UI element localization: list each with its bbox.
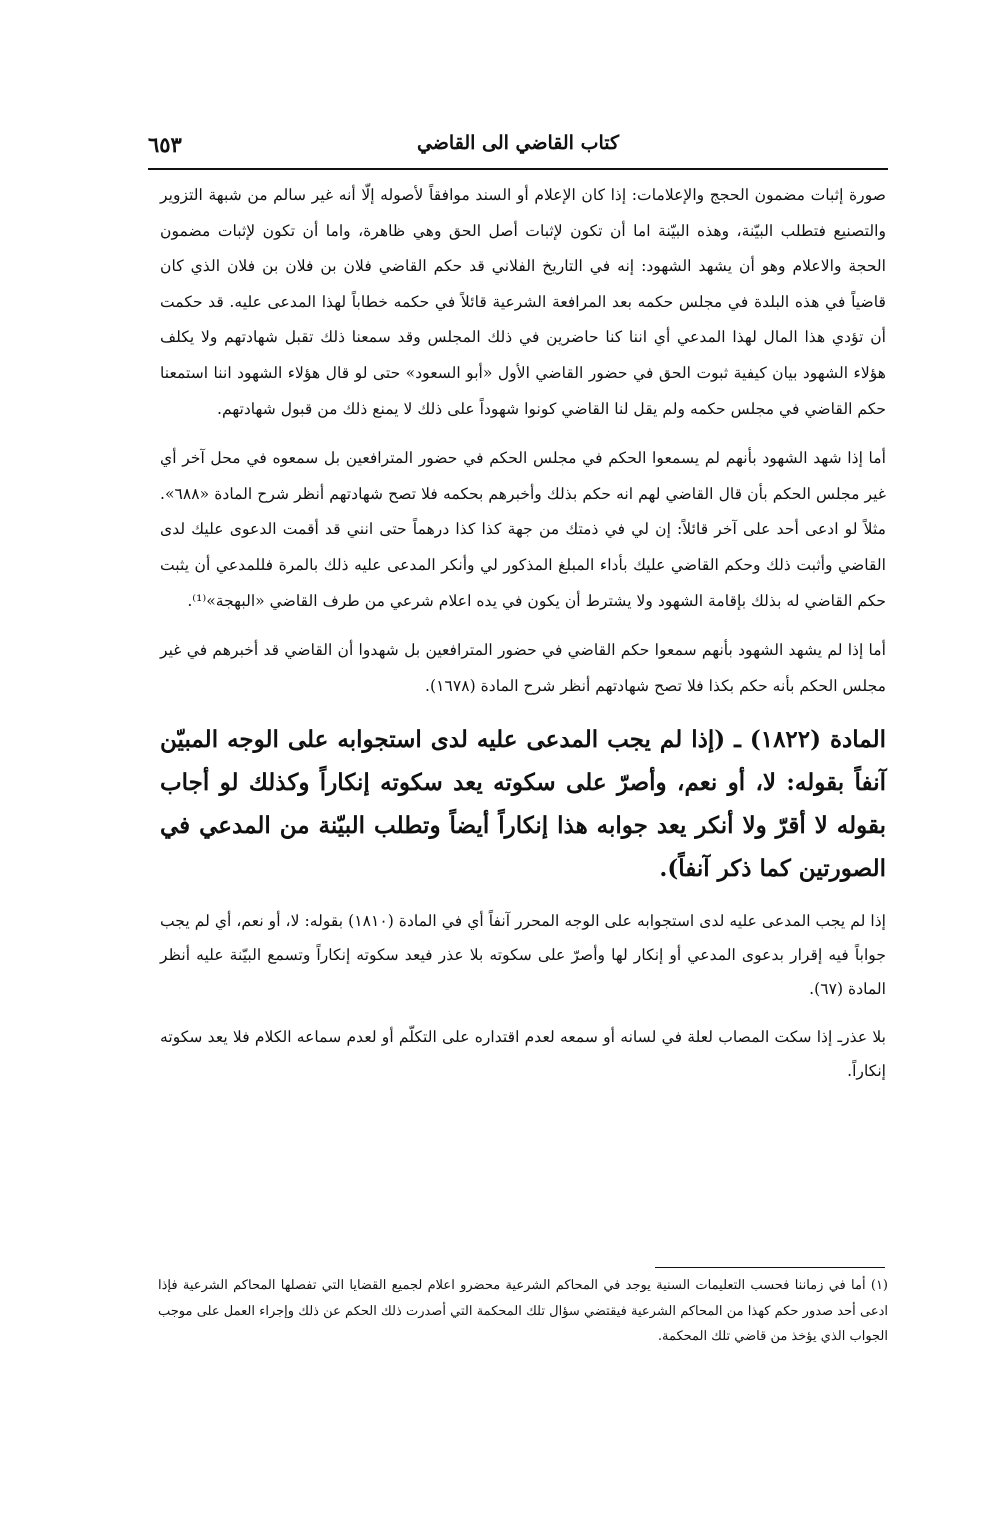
running-header (148, 132, 888, 166)
footnote-1: (١) أما في زماننا فحسب التعليمات السنية يوجد في المحاكم الشرعية محضرو اعلام لجميع القضايا التي تفصلها المحاكم الشرعية فإذا ادعى أحد صدور حكم كهذا من المحاكم الشرعية فيقتضي سؤال تلك المحكمة التي أصدرت ذلك الحكم عن ذلك وإجراء العمل على موجب الجواب الذي يؤخذ من قاضي تلك المحكمة. (158, 1278, 888, 1344)
main-text (160, 178, 886, 1102)
footnote-rule (655, 1267, 885, 1268)
header-title: كتاب القاضي الى القاضي (416, 132, 620, 154)
paragraph-5: بلا عذرـ إذا سكت المصاب لعلة في لسانه أو سمعه لعدم اقتداره على التكلّم أو لعدم سماعه الكلام فلا يعد سكوته إنكاراً. (160, 1028, 886, 1081)
header-rule (148, 168, 888, 170)
paragraph-1: صورة إثبات مضمون الحجج والإعلامات: إذا كان الإعلام أو السند موافقاً لأصوله إلّا أنه غير سالم من شبهة التزوير والتصنيع فتطلب البيّنة، وهذه البيّنة اما أن تكون لإثبات أصل الحق وهي ظاهرة، واما أن تكون لإثبات مضمون الحجة والاعلام وهو أن يشهد الشهود: إنه في التاريخ الفلاني قد حكم القاضي فلان بن فلان بن فلان الذي كان قاضياً في هذه البلدة في مجلس حكمه بعد المرافعة الشرعية قائلاً في حكمه خطاباً لهذا المدعى عليه. قد حكمت أن تؤدي هذا المال لهذا المدعي أي اننا كنا حاضرين في ذلك المجلس وقد سمعنا ذلك تقبل شهادتهم ولا يكلف هؤلاء الشهود بيان كيفية ثبوت الحق في حضور القاضي الأول «أبو السعود» حتى لو قال هؤلاء الشهود اننا استمعنا حكم القاضي في مجلس حكمه ولم يقل لنا القاضي كونوا شهوداً على ذلك لا يمنع ذلك من قبول شهادتهم. (160, 186, 886, 418)
article-1822: المادة (١٨٢٢) ـ (إذا لم يجب المدعى عليه لدى استجوابه على الوجه المبيّن آنفاً بقوله: لا، أو نعم، وأصرّ على سكوته يعد سكوته إنكاراً وكذلك لو أجاب بقوله لا أقرّ ولا أنكر يعد جوابه هذا إنكاراً أيضاً وتطلب البيّنة من المدعي في الصورتين كما ذكر آنفاً). (160, 726, 887, 883)
paragraph-3: أما إذا لم يشهد الشهود بأنهم سمعوا حكم القاضي في حضور المترافعين بل شهدوا أن القاضي قد أخبرهم في غير مجلس الحكم بأنه حكم بكذا فلا تصح شهادتهم أنظر شرح المادة (١٦٧٨). (160, 641, 886, 695)
paragraph-4: إذا لم يجب المدعى عليه لدى استجوابه على الوجه المحرر آنفاً أي في المادة (١٨١٠) بقوله: لا، أو نعم، أي لم يجب جواباً فيه إقرار بدعوى المدعي أو إنكار لها وأصرّ على سكوته بلا عذر فيعد سكوته إنكاراً وتسمع البيّنة عليه أنظر المادة (٦٧). (160, 912, 886, 999)
page-number: ٦٥٣ (148, 132, 182, 157)
paragraph-2: أما إذا شهد الشهود بأنهم لم يسمعوا الحكم في مجلس الحكم في حضور المترافعين بل سمعوه في محل آخر أي غير مجلس الحكم بأن قال القاضي لهم انه حكم بذلك وأخبرهم بحكمه فلا تصح شهادتهم أنظر شرح المادة «٦٨٨». مثلاً لو ادعى أحد على آخر قائلاً: إن لي في ذمتك من جهة كذا كذا درهماً حتى انني قد أقمت الدعوى عليك لدى القاضي وأثبت ذلك وحكم القاضي عليك بأداء المبلغ المذكور لي وأنكر المدعى عليه ذلك بالمرة فللمدعي أن يثبت حكم القاضي له بذلك بإقامة الشهود ولا يشترط أن يكون في يده اعلام شرعي من طرف القاضي «البهجة»⁽¹⁾. (160, 449, 886, 610)
